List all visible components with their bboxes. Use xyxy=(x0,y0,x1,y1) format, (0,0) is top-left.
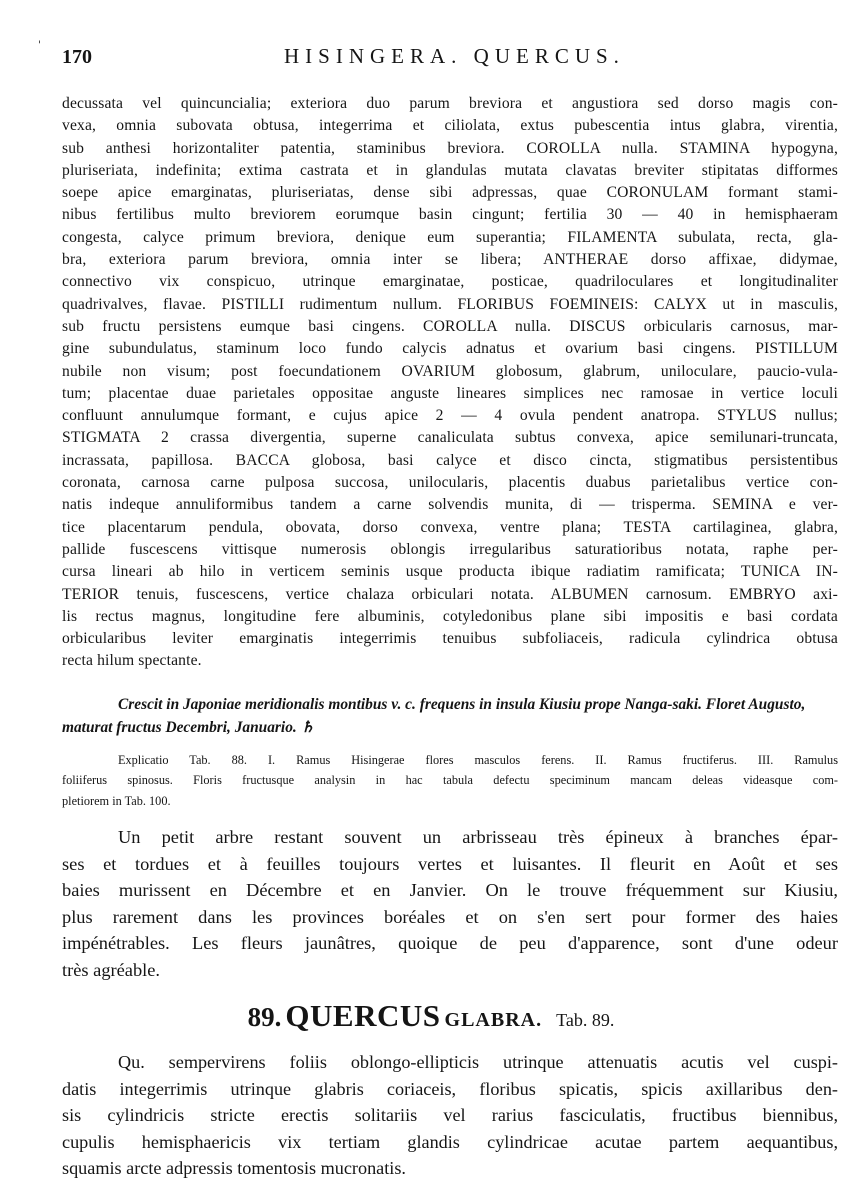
plate-reference: Tab. 89. xyxy=(556,1010,615,1030)
description-line: lis rectus magnus, longitudine fere albuminis, cotyledonibus plane sibi impositis e basi cordata xyxy=(62,607,838,625)
page-number: 170 xyxy=(62,46,92,68)
genus-description xyxy=(62,93,838,673)
species-diagnosis xyxy=(62,1049,838,1182)
french-description xyxy=(62,824,838,984)
habitat-line: Crescit in Japoniae meridionalis montibus v. c. frequens in insula Kiusiu prope Nanga- xyxy=(118,696,673,713)
diagnosis-line: cupulis hemisphaericis vix tertiam glandis cylindricae acutae partem aequantibus, xyxy=(62,1131,838,1152)
description-line: sub fructu persistens eumque basi cingens. COROLLA nulla. DISCUS orbicularis carnosus, mar- xyxy=(62,317,838,335)
description-line: STIGMATA 2 crassa divergentia, superne canaliculata subtus convexa, apice semilunari-truncata, xyxy=(62,429,838,447)
french-line: plus rarement dans les provinces boréales et on s'en sert pour former des haies xyxy=(62,906,838,927)
description-line: coronata, carnosa carne pulposa succosa, unilocularis, placentis duabus parietalibus vertice con- xyxy=(62,474,838,492)
description-line: natis indeque annuliformibus tandem a carne solvendis munita, di — trisperma. SEMINA e ver- xyxy=(62,496,838,514)
diagnosis-line: datis integerrimis utrinque glabris coriaceis, floribus spicatis, spicis axillaribus den- xyxy=(62,1078,838,1099)
description-line: orbicularibus leviter emarginatis integerrimis tenuibus subfoliaceis, radicula cylindrica obtusa xyxy=(62,630,838,648)
explicatio-line: foliiferus spinosus. Floris fructusque analysin in hac tabula defectu speciminum mancam deleas videasque com- xyxy=(62,773,838,788)
description-line: incrassata, papillosa. BACCA globosa, basi calyce et disco cincta, stigmatibus persistentibus xyxy=(62,451,838,469)
description-line: tice placentarum pendula, obovata, dorso convexa, ventre plana; TESTA cartilaginea, glabra, xyxy=(62,518,838,536)
margin-mark: ' xyxy=(38,40,41,51)
diagnosis-line: squamis arcte adpressis tomentosis mucronatis. xyxy=(62,1158,406,1179)
french-line: baies murissent en Décembre et en Janvier. On le trouve fréquemment sur Kiusiu, xyxy=(62,880,838,901)
description-line: gine subundulatus, staminum loco fundo calycis adnatus et ovarium basi cingens. PISTILLUM xyxy=(62,340,838,358)
description-line: recta hilum spectante. xyxy=(62,652,202,670)
habitat-line: saki. Floret Augusto, maturat fructus Decembri, Januario. ♄ xyxy=(62,696,806,736)
description-line: bra, exteriora parum breviora, omnia inter se libera; ANTHERAE dorso affixae, didymae, xyxy=(62,251,838,269)
species-genus: QUERCUS xyxy=(285,998,441,1033)
species-number: 89. xyxy=(247,1002,282,1032)
description-line: vexa, omnia subovata obtusa, integerrima et ciliolata, extus pubescentia intus glabra, virentia, xyxy=(62,117,838,135)
description-line: TERIOR tenuis, fuscescens, vertice chalaza orbiculari notata. ALBUMEN carnosum. EMBRYO axi- xyxy=(62,585,838,603)
description-line: confluunt annulumque formant, e cujus apice 2 — 4 ovula pendent anatropa. STYLUS nullus; xyxy=(62,407,838,425)
plate-explanation xyxy=(62,750,838,811)
description-line: decussata vel quincuncialia; exteriora duo parum breviora et angustiora sed dorso magis con- xyxy=(62,95,838,112)
description-line: cursa lineari ab hilo in verticem seminis usque producta ibique radiatim ramificata; TUNICA IN- xyxy=(62,563,838,581)
habitat-note xyxy=(62,694,838,739)
diagnosis-line: sis cylindricis stricte erectis solitariis vel rarius fasciculatis, fructibus biennibus, xyxy=(62,1105,838,1126)
running-title: HISINGERA. QUERCUS. xyxy=(284,44,625,68)
diagnosis-line: Qu. sempervirens foliis oblongo-ellipticis utrinque attenuatis acutis vel cuspi- xyxy=(118,1052,838,1072)
description-line: nubile non visum; post foecundationem OVARIUM globosum, glabrum, uniloculare, paucio-vula- xyxy=(62,362,838,380)
description-line: soepe apice emarginatas, pluriseriatas, dense sibi adpressas, quae CORONULAM formant stami- xyxy=(62,184,838,202)
french-line: très agréable. xyxy=(62,959,161,980)
description-line: quadrivalves, flavae. PISTILLI rudimentum nullum. FLORIBUS FOEMINEIS: CALYX ut in masculis, xyxy=(62,295,838,313)
explicatio-line: Explicatio Tab. 88. I. Ramus Hisingerae flores masculos ferens. II. Ramus fructiferus. III. Ramulus xyxy=(118,753,838,767)
french-line: Un petit arbre restant souvent un arbrisseau très épineux à branches épar- xyxy=(118,827,838,847)
explicatio-line: pletiorem in Tab. 100. xyxy=(62,793,171,808)
species-epithet: GLABRA. xyxy=(444,1009,543,1031)
french-line: impénétrables. Les fleurs jaunâtres, quoique de peu d'apparence, sont d'une odeur xyxy=(62,933,838,954)
description-line: tum; placentae duae parietales oppositae anguste lineares simplices nec ramosae in vertice loculi xyxy=(62,384,838,402)
description-line: pallide fuscescens vittisque numerosis oblongis irregularibus saturatioribus notata, raphe per- xyxy=(62,540,838,558)
description-line: congesta, calyce primum breviora, denique eum superantia; FILAMENTA subulata, recta, gla- xyxy=(62,228,838,246)
description-line: connectivo vix conspicuo, utrinque emarginatae, posticae, quadriloculares et longitudinaliter xyxy=(62,273,838,291)
species-heading xyxy=(0,998,862,1034)
french-line: ses et tordues et à feuilles toujours vertes et luisantes. Il fleurit en Août et ses xyxy=(62,853,838,874)
running-header xyxy=(62,44,822,74)
description-line: nibus fertilibus multo breviorem eorumque basin cingunt; fertilia 30 — 40 in hemisphaeram xyxy=(62,206,838,224)
description-line: pluriseriata, indefinita; extima castrata et in glandulas mutata clavatas breviter stipitatas difformes xyxy=(62,161,838,179)
description-line: sub anthesi horizontaliter patentia, staminibus breviora. COROLLA nulla. STAMINA hypogyna, xyxy=(62,139,838,157)
